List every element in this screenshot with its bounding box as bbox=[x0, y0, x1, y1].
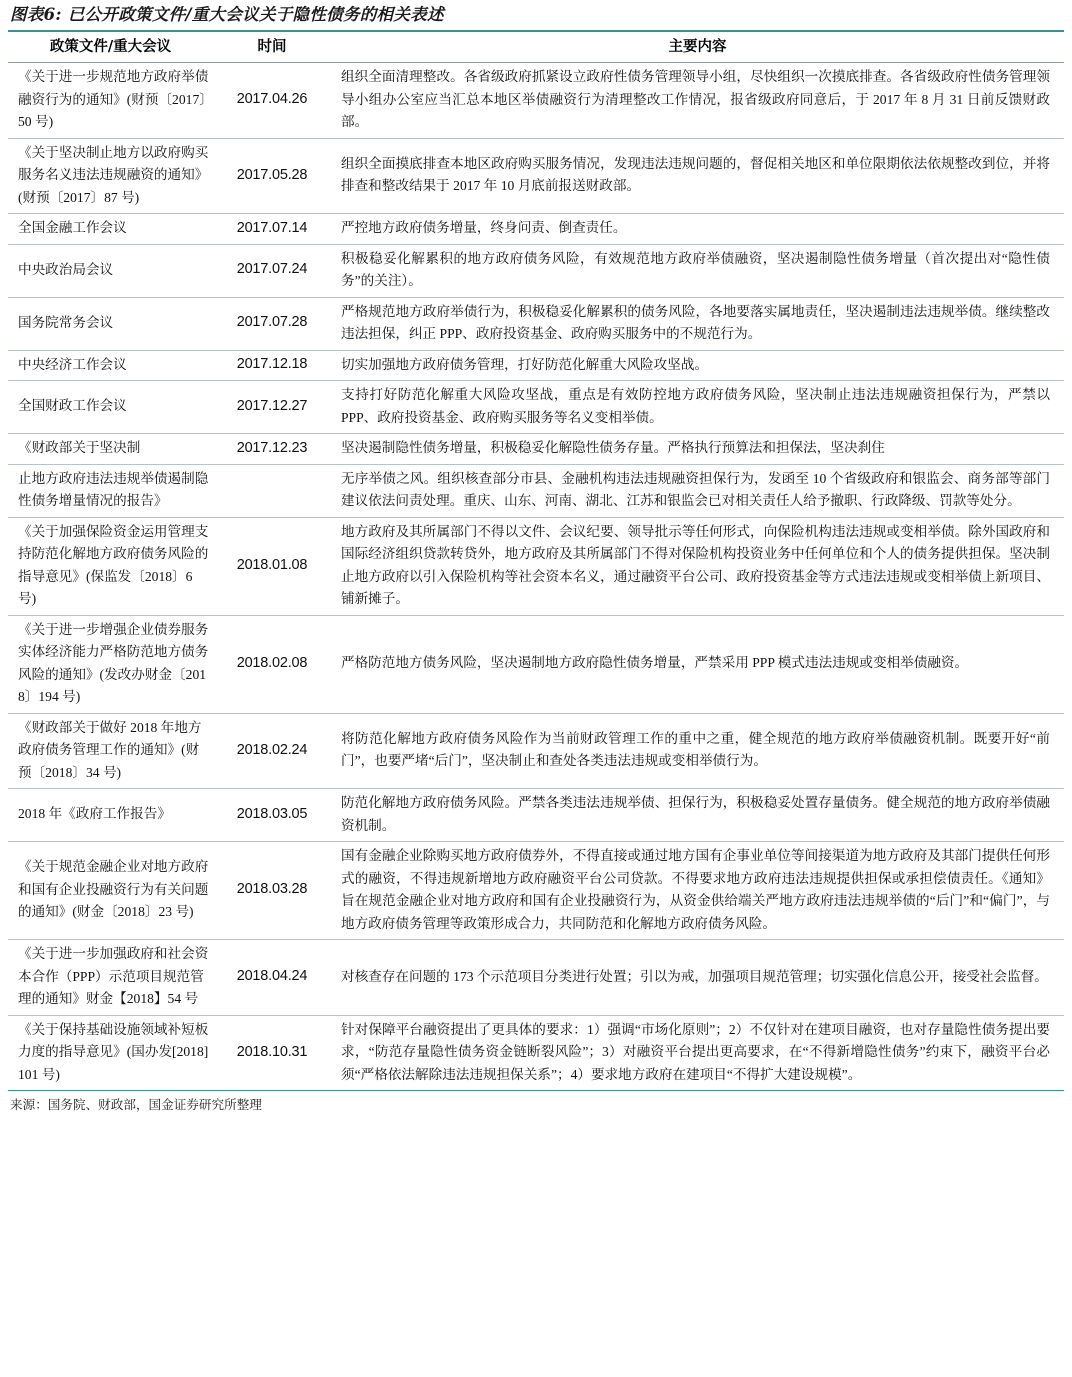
cell-date: 2018.01.08 bbox=[213, 517, 331, 615]
header-row bbox=[8, 32, 1064, 63]
table-row bbox=[8, 381, 1064, 434]
cell-date: 2018.02.08 bbox=[213, 615, 331, 713]
table-row bbox=[8, 244, 1064, 297]
cell-date: 2017.07.28 bbox=[213, 297, 331, 350]
cell-document-title: 2018 年《政府工作报告》 bbox=[8, 789, 213, 842]
cell-date: 2018.04.24 bbox=[213, 940, 331, 1016]
table-row bbox=[8, 138, 1064, 214]
cell-document-title: 《关于进一步加强政府和社会资本合作（PPP）示范项目规范管理的通知》财金【2018】54 号 bbox=[8, 940, 213, 1016]
cell-main-content: 切实加强地方政府债务管理，打好防范化解重大风险攻坚战。 bbox=[331, 350, 1064, 381]
cell-document-title: 《关于进一步规范地方政府举债融资行为的通知》(财预〔2017〕50 号) bbox=[8, 63, 213, 139]
cell-document-title: 止地方政府违法违规举债遏制隐性债务增量情况的报告》 bbox=[8, 464, 213, 517]
cell-main-content: 坚决遏制隐性债务增量，积极稳妥化解隐性债务存量。严格执行预算法和担保法，坚决刹住 bbox=[331, 434, 1064, 465]
cell-main-content: 无序举债之风。组织核查部分市县、金融机构违法违规融资担保行为，发函至 10 个省级政府和银监会、商务部等部门建议依法问责处理。重庆、山东、河南、湖北、江苏和银监会已对相关责任人给予撤职、行政降级、罚款等处分。 bbox=[331, 464, 1064, 517]
cell-date bbox=[213, 464, 331, 517]
cell-main-content: 地方政府及其所属部门不得以文件、会议纪要、领导批示等任何形式，向保险机构违法违规或变相举债。除外国政府和国际经济组织贷款转贷外，地方政府及其所属部门不得对保险机构投资业务中任何单位和个人的债务提供担保。坚决制止地方政府以引入保险机构等社会资本名义，通过融资平台公司、政府投资基金等方式违法违规或变相举债上新项目、铺新摊子。 bbox=[331, 517, 1064, 615]
cell-date: 2017.12.23 bbox=[213, 434, 331, 465]
table-row bbox=[8, 940, 1064, 1016]
cell-document-title: 全国财政工作会议 bbox=[8, 381, 213, 434]
cell-main-content: 严格防范地方债务风险，坚决遏制地方政府隐性债务增量，严禁采用 PPP 模式违法违规或变相举债融资。 bbox=[331, 615, 1064, 713]
table-row bbox=[8, 842, 1064, 940]
cell-main-content: 针对保障平台融资提出了更具体的要求：1）强调“市场化原则”；2）不仅针对在建项目融资，也对存量隐性债务提出要求，“防范存量隐性债务资金链断裂风险”；3）对融资平台提出更高要求，在“不得新增隐性债务”约束下，融资平台必须“严格依法解除违法违规担保关系”；4）要求地方政府在建项目“不得扩大建设规模”。 bbox=[331, 1015, 1064, 1091]
cell-document-title: 《关于坚决制止地方以政府购买服务名义违法违规融资的通知》(财预〔2017〕87 号) bbox=[8, 138, 213, 214]
cell-date: 2018.03.05 bbox=[213, 789, 331, 842]
cell-document-title: 《关于保持基础设施领域补短板力度的指导意见》(国办发[2018]101 号) bbox=[8, 1015, 213, 1091]
cell-main-content: 防范化解地方政府债务风险。严禁各类违法违规举债、担保行为，积极稳妥处置存量债务。健全规范的地方政府举债融资机制。 bbox=[331, 789, 1064, 842]
cell-main-content: 将防范化解地方政府债务风险作为当前财政管理工作的重中之重，健全规范的地方政府举债融资机制。既要开好“前门”，也要严堵“后门”，坚决制止和查处各类违法违规或变相举债行为。 bbox=[331, 713, 1064, 789]
cell-date: 2017.12.27 bbox=[213, 381, 331, 434]
source-note: 来源：国务院、财政部，国金证券研究所整理 bbox=[10, 1098, 262, 1112]
cell-main-content: 国有金融企业除购买地方政府债券外，不得直接或通过地方国有企事业单位等间接渠道为地方政府及其部门提供任何形式的融资，不得违规新增地方政府融资平台公司贷款。不得要求地方政府违法违规提供担保或承担偿债责任。《通知》旨在规范金融企业对地方政府和国有企业投融资行为，从资金供给端关严地方政府违法违规举债的“后门”和“偏门”，与地方政府债务管理等政策形成合力，共同防范和化解地方政府债务风险。 bbox=[331, 842, 1064, 940]
cell-document-title: 中央政治局会议 bbox=[8, 244, 213, 297]
cell-main-content: 严格规范地方政府举债行为，积极稳妥化解累积的债务风险，各地要落实属地责任，坚决遏制违法违规举债。继续整改违法担保，纠正 PPP、政府投资基金、政府购买服务中的不规范行为。 bbox=[331, 297, 1064, 350]
policy-table-container bbox=[8, 30, 1064, 1091]
policy-table bbox=[8, 32, 1064, 1091]
cell-date: 2017.05.28 bbox=[213, 138, 331, 214]
cell-date: 2018.10.31 bbox=[213, 1015, 331, 1091]
cell-date: 2018.03.28 bbox=[213, 842, 331, 940]
cell-document-title: 《关于规范金融企业对地方政府和国有企业投融资行为有关问题的通知》(财金〔2018〕23 号) bbox=[8, 842, 213, 940]
cell-date: 2017.07.14 bbox=[213, 214, 331, 245]
column-header-date: 时间 bbox=[213, 32, 331, 63]
table-row bbox=[8, 434, 1064, 465]
cell-date: 2018.02.24 bbox=[213, 713, 331, 789]
table-row bbox=[8, 789, 1064, 842]
table-row bbox=[8, 297, 1064, 350]
table-row bbox=[8, 464, 1064, 517]
figure-title: 图表6: 已公开政策文件/重大会议关于隐性债务的相关表述 bbox=[10, 5, 444, 24]
cell-main-content: 积极稳妥化解累积的地方政府债务风险，有效规范地方政府举债融资，坚决遏制隐性债务增量（首次提出对“隐性债务”的关注）。 bbox=[331, 244, 1064, 297]
cell-document-title: 《财政部关于坚决制 bbox=[8, 434, 213, 465]
table-header bbox=[8, 32, 1064, 63]
cell-document-title: 《关于加强保险资金运用管理支持防范化解地方政府债务风险的指导意见》(保监发〔2018〕6 号) bbox=[8, 517, 213, 615]
cell-main-content: 组织全面清理整改。各省级政府抓紧设立政府性债务管理领导小组，尽快组织一次摸底排查。各省级政府性债务管理领导小组办公室应当汇总本地区举债融资行为清理整改工作情况，报省级政府同意后，于 2017 年 8 月 31 日前反馈财政部。 bbox=[331, 63, 1064, 139]
cell-document-title: 全国金融工作会议 bbox=[8, 214, 213, 245]
cell-document-title: 中央经济工作会议 bbox=[8, 350, 213, 381]
cell-document-title: 《财政部关于做好 2018 年地方政府债务管理工作的通知》(财预〔2018〕34 号) bbox=[8, 713, 213, 789]
cell-date: 2017.04.26 bbox=[213, 63, 331, 139]
table-row bbox=[8, 214, 1064, 245]
cell-main-content: 对核查存在问题的 173 个示范项目分类进行处置；引以为戒，加强项目规范管理；切实强化信息公开，接受社会监督。 bbox=[331, 940, 1064, 1016]
table-row bbox=[8, 63, 1064, 139]
cell-main-content: 支持打好防范化解重大风险攻坚战，重点是有效防控地方政府债务风险，坚决制止违法违规融资担保行为，严禁以 PPP、政府投资基金、政府购买服务等名义变相举债。 bbox=[331, 381, 1064, 434]
column-header-content: 主要内容 bbox=[331, 32, 1064, 63]
cell-main-content: 严控地方政府债务增量，终身问责、倒查责任。 bbox=[331, 214, 1064, 245]
table-body bbox=[8, 63, 1064, 1091]
cell-document-title: 《关于进一步增强企业债券服务实体经济能力严格防范地方债务风险的通知》(发改办财金〔2018〕194 号) bbox=[8, 615, 213, 713]
cell-date: 2017.07.24 bbox=[213, 244, 331, 297]
column-header-document: 政策文件/重大会议 bbox=[8, 32, 213, 63]
table-row bbox=[8, 1015, 1064, 1091]
cell-main-content: 组织全面摸底排查本地区政府购买服务情况，发现违法违规问题的，督促相关地区和单位限期依法依规整改到位，并将排查和整改结果于 2017 年 10 月底前报送财政部。 bbox=[331, 138, 1064, 214]
cell-document-title: 国务院常务会议 bbox=[8, 297, 213, 350]
table-row bbox=[8, 713, 1064, 789]
table-row bbox=[8, 615, 1064, 713]
table-row bbox=[8, 517, 1064, 615]
table-row bbox=[8, 350, 1064, 381]
cell-date: 2017.12.18 bbox=[213, 350, 331, 381]
